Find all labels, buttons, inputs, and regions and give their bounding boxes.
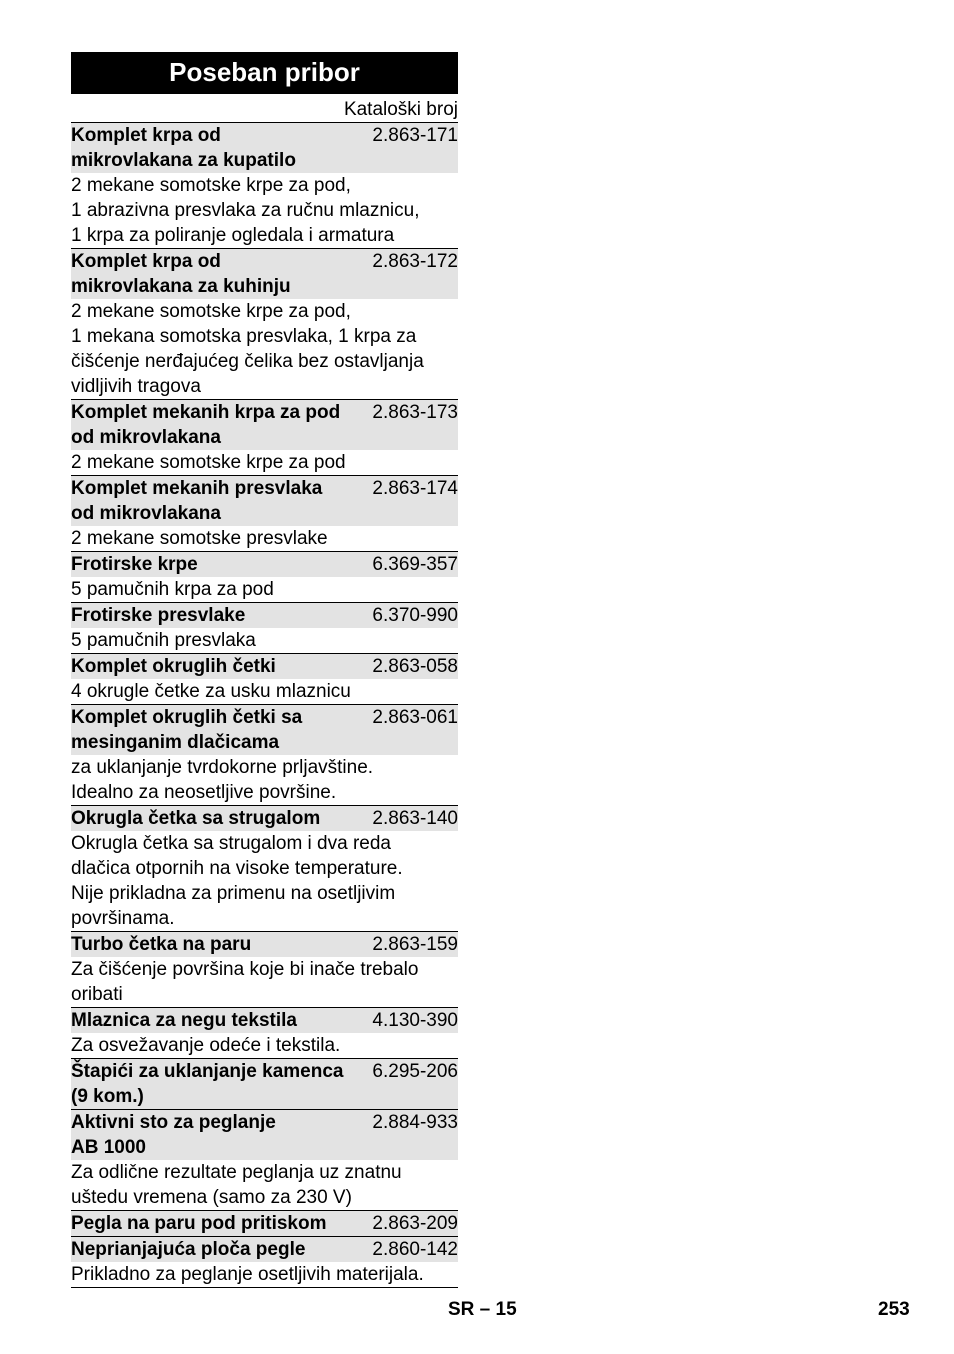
description-line: 1 krpa za poliranje ogledala i armatura [71, 225, 395, 246]
description-line: Prikladno za peglanje osetljivih materijala. [71, 1264, 424, 1285]
accessory-name-line: (9 kom.) [71, 1086, 144, 1107]
catalog-number: 4.130-390 [372, 1010, 458, 1031]
catalog-number: 2.863-061 [372, 707, 458, 728]
list-end-divider [71, 1287, 458, 1289]
accessory-name-line: Komplet krpa od [71, 251, 221, 272]
section-title: Poseban pribor [71, 52, 458, 92]
accessory-name [71, 1237, 305, 1262]
accessory-name-line: Komplet krpa od [71, 125, 221, 146]
catalog-number: 2.863-159 [372, 934, 458, 955]
description-line: 5 pamučnih presvlaka [71, 630, 256, 651]
accessory-name [71, 1110, 276, 1160]
accessory-row [71, 1007, 458, 1033]
accessory-row [71, 704, 458, 755]
accessory-name-line: od mikrovlakana [71, 503, 221, 524]
description-line: Okrugla četka sa strugalom i dva reda [71, 833, 391, 854]
description-line: 2 mekane somotske krpe za pod [71, 452, 346, 473]
accessory-row [71, 653, 458, 679]
accessory-description [71, 628, 458, 653]
accessory-name-line: Štapići za uklanjanje kamenca [71, 1061, 344, 1082]
description-line: 2 mekane somotske presvlake [71, 528, 328, 549]
description-line: dlačica otpornih na visoke temperature. [71, 858, 403, 879]
accessory-name [71, 552, 198, 577]
catalog-number: 6.295-206 [372, 1061, 458, 1082]
accessory-name-line: Mlaznica za negu tekstila [71, 1010, 297, 1031]
description-line: 4 okrugle četke za usku mlaznicu [71, 681, 351, 702]
accessory-name-line: Frotirske presvlake [71, 605, 246, 626]
description-line: 2 mekane somotske krpe za pod, [71, 175, 351, 196]
description-line: oribati [71, 984, 123, 1005]
description-line: za uklanjanje tvrdokorne prljavštine. [71, 757, 374, 778]
accessory-name-line: od mikrovlakana [71, 427, 221, 448]
accessory-row [71, 1058, 458, 1109]
accessory-row [71, 551, 458, 577]
accessory-description [71, 957, 458, 1007]
accessory-description [71, 831, 458, 931]
accessory-name [71, 1211, 327, 1236]
accessory-row [71, 1210, 458, 1236]
accessory-name-line: Neprianjajuća ploča pegle [71, 1239, 306, 1260]
accessory-name [71, 932, 251, 957]
accessory-description [71, 1033, 458, 1058]
accessory-list [71, 123, 458, 1287]
accessory-row [71, 931, 458, 957]
accessory-name-line: mikrovlakana za kuhinju [71, 276, 291, 297]
catalog-number: 2.863-058 [372, 656, 458, 677]
catalog-number: 2.860-142 [372, 1239, 458, 1260]
description-line: čišćenje nerđajućeg čelika bez ostavljanja [71, 351, 424, 372]
footer-page-number: 253 [878, 1299, 910, 1320]
description-line: Nije prikladna za primenu na osetljivim [71, 883, 396, 904]
accessory-description [71, 1160, 458, 1210]
accessory-description [71, 299, 458, 399]
description-line: Za osvežavanje odeće i tekstila. [71, 1035, 341, 1056]
accessory-name-line: mesinganim dlačicama [71, 732, 280, 753]
catalog-number: 6.369-357 [372, 554, 458, 575]
accessory-name [71, 476, 322, 526]
description-line: Za čišćenje površina koje bi inače trebalo [71, 959, 419, 980]
description-line: 1 mekana somotska presvlaka, 1 krpa za [71, 326, 417, 347]
accessory-description [71, 1262, 458, 1287]
accessory-name-line: Komplet okruglih četki sa [71, 707, 303, 728]
description-line: Za odlične rezultate peglanja uz znatnu [71, 1162, 402, 1183]
accessory-name [71, 123, 296, 173]
accessory-row [71, 1236, 458, 1262]
catalog-number: 6.370-990 [372, 605, 458, 626]
accessory-name-line: mikrovlakana za kupatilo [71, 150, 296, 171]
accessory-name-line: Frotirske krpe [71, 554, 198, 575]
accessory-description [71, 526, 458, 551]
accessory-name-line: Aktivni sto za peglanje [71, 1112, 276, 1133]
footer-section-label: SR – 15 [448, 1299, 517, 1320]
accessory-name [71, 806, 320, 831]
accessory-name [71, 603, 245, 628]
accessory-description [71, 450, 458, 475]
accessory-description [71, 577, 458, 602]
accessory-description [71, 755, 458, 805]
accessory-name-line: Komplet mekanih krpa za pod [71, 402, 341, 423]
accessory-name-line: Komplet mekanih presvlaka [71, 478, 323, 499]
accessory-name [71, 1059, 343, 1109]
accessory-name [71, 705, 302, 755]
accessory-row [71, 248, 458, 299]
accessory-description [71, 173, 458, 248]
catalog-number: 2.863-173 [372, 402, 458, 423]
accessory-row [71, 602, 458, 628]
catalog-number: 2.863-171 [372, 125, 458, 146]
description-line: uštedu vremena (samo za 230 V) [71, 1187, 352, 1208]
description-line: 5 pamučnih krpa za pod [71, 579, 274, 600]
catalog-number: 2.884-933 [372, 1112, 458, 1133]
accessory-row [71, 123, 458, 173]
accessory-name-line: Pegla na paru pod pritiskom [71, 1213, 327, 1234]
accessory-name-line: AB 1000 [71, 1137, 146, 1158]
accessory-row [71, 475, 458, 526]
accessory-name [71, 654, 276, 679]
description-line: 1 abrazivna presvlaka za ručnu mlaznicu, [71, 200, 420, 221]
accessory-name-line: Okrugla četka sa strugalom [71, 808, 321, 829]
catalog-number: 2.863-209 [372, 1213, 458, 1234]
accessory-name-line: Komplet okruglih četki [71, 656, 276, 677]
catalog-number: 2.863-174 [372, 478, 458, 499]
accessory-name [71, 249, 291, 299]
accessory-description [71, 679, 458, 704]
accessory-name-line: Turbo četka na paru [71, 934, 252, 955]
catalog-number: 2.863-140 [372, 808, 458, 829]
accessory-name [71, 400, 340, 450]
accessory-name [71, 1008, 297, 1033]
catalog-number-header: Kataloški broj [71, 94, 458, 123]
description-line: površinama. [71, 908, 175, 929]
catalog-number: 2.863-172 [372, 251, 458, 272]
description-line: 2 mekane somotske krpe za pod, [71, 301, 351, 322]
accessory-row [71, 399, 458, 450]
accessory-row [71, 1109, 458, 1160]
accessory-row [71, 805, 458, 831]
description-line: Idealno za neosetljive površine. [71, 782, 337, 803]
description-line: vidljivih tragova [71, 376, 201, 397]
accessories-column [71, 52, 458, 1289]
